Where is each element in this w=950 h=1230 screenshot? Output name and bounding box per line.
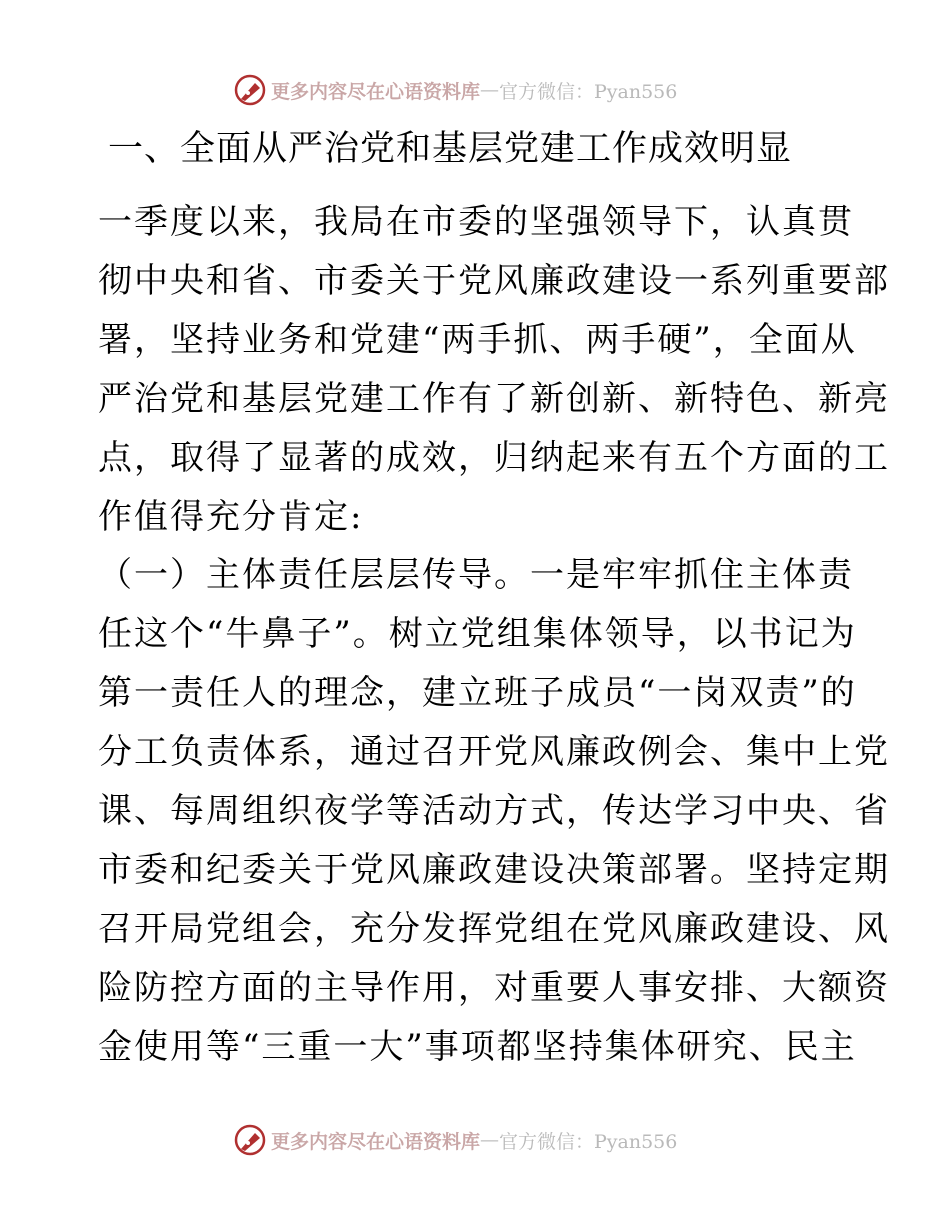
paragraph-1 <box>98 193 890 547</box>
paragraph-line: 任这个“牛鼻子”。树立党组集体领导，以书记为 <box>98 614 857 654</box>
watermark-banner-top <box>233 72 677 108</box>
paragraph-line: 课、每周组织夜学等活动方式，传达学习中央、省 <box>98 791 890 831</box>
paragraph-line: 分工负责体系，通过召开党风廉政例会、集中上党 <box>98 732 890 772</box>
paragraph-line: 市委和纪委关于党风廉政建设决策部署。坚持定期 <box>98 850 890 890</box>
paragraph-line: 彻中央和省、市委关于党风廉政建设一系列重要部 <box>98 261 890 301</box>
paragraph-line: 严治党和基层党建工作有了新创新、新特色、新亮 <box>98 379 890 419</box>
pen-nib-logo-icon <box>233 1123 267 1157</box>
watermark-text: 更多内容尽在心语资料库 <box>271 1130 481 1153</box>
watermark-banner-bottom <box>233 1122 677 1158</box>
paragraph-2 <box>98 546 890 1077</box>
watermark-text: 更多内容尽在心语资料库 <box>271 80 481 103</box>
watermark-dash: — <box>480 79 500 101</box>
watermark-dash: — <box>480 1129 500 1151</box>
paragraph-line: 一季度以来，我局在市委的坚强领导下，认真贯 <box>98 202 854 242</box>
watermark-wechat: 官方微信：Pyan556 <box>499 80 678 103</box>
paragraph-line: （一）主体责任层层传导。一是牢牢抓住主体责 <box>98 555 854 595</box>
paragraph-line: 署，坚持业务和党建“两手抓、两手硬”，全面从 <box>98 320 857 360</box>
paragraph-line: 第一责任人的理念，建立班子成员“一岗双责”的 <box>98 673 857 713</box>
pen-nib-logo-icon <box>233 73 267 107</box>
paragraph-line: 作值得充分肯定: <box>98 497 364 537</box>
paragraph-line: 金使用等“三重一大”事项都坚持集体研究、民主 <box>98 1027 857 1067</box>
watermark-wechat: 官方微信：Pyan556 <box>499 1130 678 1153</box>
paragraph-line: 险防控方面的主导作用，对重要人事安排、大额资 <box>98 968 890 1008</box>
paragraph-line: 召开局党组会，充分发挥党组在党风廉政建设、风 <box>98 909 890 949</box>
paragraph-line: 点，取得了显著的成效，归纳起来有五个方面的工 <box>98 438 890 478</box>
section-heading: 一、全面从严治党和基层党建工作成效明显 <box>108 129 793 169</box>
